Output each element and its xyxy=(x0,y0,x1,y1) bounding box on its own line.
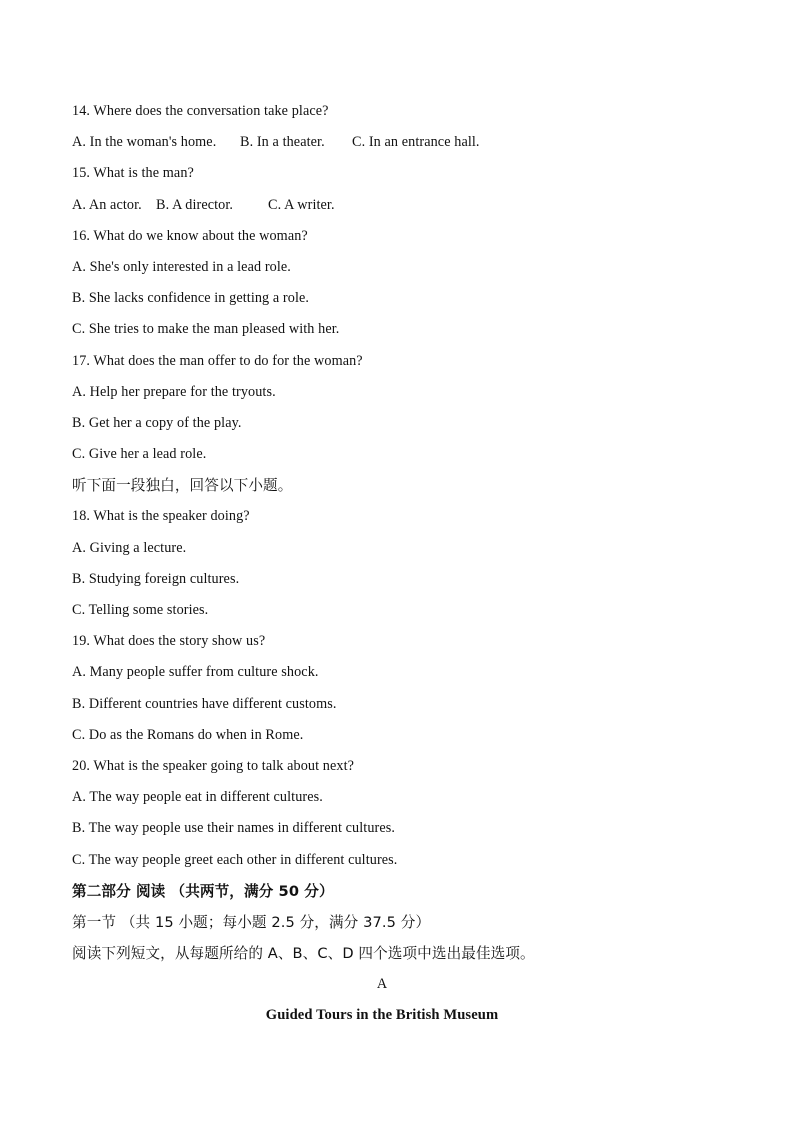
question-17-option-c: C. Give her a lead role. xyxy=(72,446,207,463)
question-17-prompt: 17. What does the man offer to do for the woman? xyxy=(72,352,363,369)
section-one-heading: 第一节 （共 15 小题；每小题 2.5 分，满分 37.5 分） xyxy=(72,913,431,931)
part-two-heading: 第二部分 阅读 （共两节，满分 50 分） xyxy=(72,882,334,900)
question-16-option-c: C. She tries to make the man pleased with her. xyxy=(72,321,340,338)
question-18-prompt: 18. What is the speaker doing? xyxy=(72,508,250,525)
question-15-option-b: B. A director. xyxy=(156,196,234,213)
question-18-option-c: C. Telling some stories. xyxy=(72,602,209,618)
question-15-options xyxy=(72,194,722,225)
question-14-option-a: A. In the woman's home. xyxy=(72,134,217,151)
passage-letter: A xyxy=(376,976,388,993)
exam-page xyxy=(72,100,722,1036)
question-17-option-a: A. Help her prepare for the tryouts. xyxy=(72,383,276,400)
question-14-options xyxy=(72,131,722,162)
question-16-option-b: B. She lacks confidence in getting a role. xyxy=(72,290,310,307)
question-15-option-c: C. A writer. xyxy=(268,196,335,213)
question-15-prompt: 15. What is the man? xyxy=(72,165,194,182)
question-16-option-a: A. She's only interested in a lead role. xyxy=(72,258,291,275)
question-16-prompt: 16. What do we know about the woman? xyxy=(72,227,308,244)
passage-title: Guided Tours in the British Museum xyxy=(265,1007,499,1024)
question-20-option-b: B. The way people use their names in different cultures. xyxy=(72,820,396,837)
question-15-option-a: A. An actor. xyxy=(72,196,142,213)
question-19-option-c: C. Do as the Romans do when in Rome. xyxy=(72,726,304,743)
question-20-option-c: C. The way people greet each other in different cultures. xyxy=(72,851,398,868)
question-17-option-b: B. Get her a copy of the play. xyxy=(72,414,242,431)
question-14-option-b: B. In a theater. xyxy=(240,134,325,151)
question-20-prompt: 20. What is the speaker going to talk about next? xyxy=(72,757,355,774)
question-19-option-b: B. Different countries have different customs. xyxy=(72,695,337,712)
question-20-option-a: A. The way people eat in different cultures. xyxy=(72,789,323,806)
question-19-option-a: A. Many people suffer from culture shock. xyxy=(72,664,319,681)
reading-instruction: 阅读下列短文，从每题所给的 A、B、C、D 四个选项中选出最佳选项。 xyxy=(72,945,535,963)
question-18-option-a: A. Giving a lecture. xyxy=(72,539,187,556)
question-18-option-b: B. Studying foreign cultures. xyxy=(72,570,240,587)
question-19-prompt: 19. What does the story show us? xyxy=(72,633,266,650)
question-14-prompt: 14. Where does the conversation take place? xyxy=(72,103,329,119)
monologue-instruction: 听下面一段独白，回答以下小题。 xyxy=(72,477,293,495)
question-14-option-c: C. In an entrance hall. xyxy=(352,134,480,151)
